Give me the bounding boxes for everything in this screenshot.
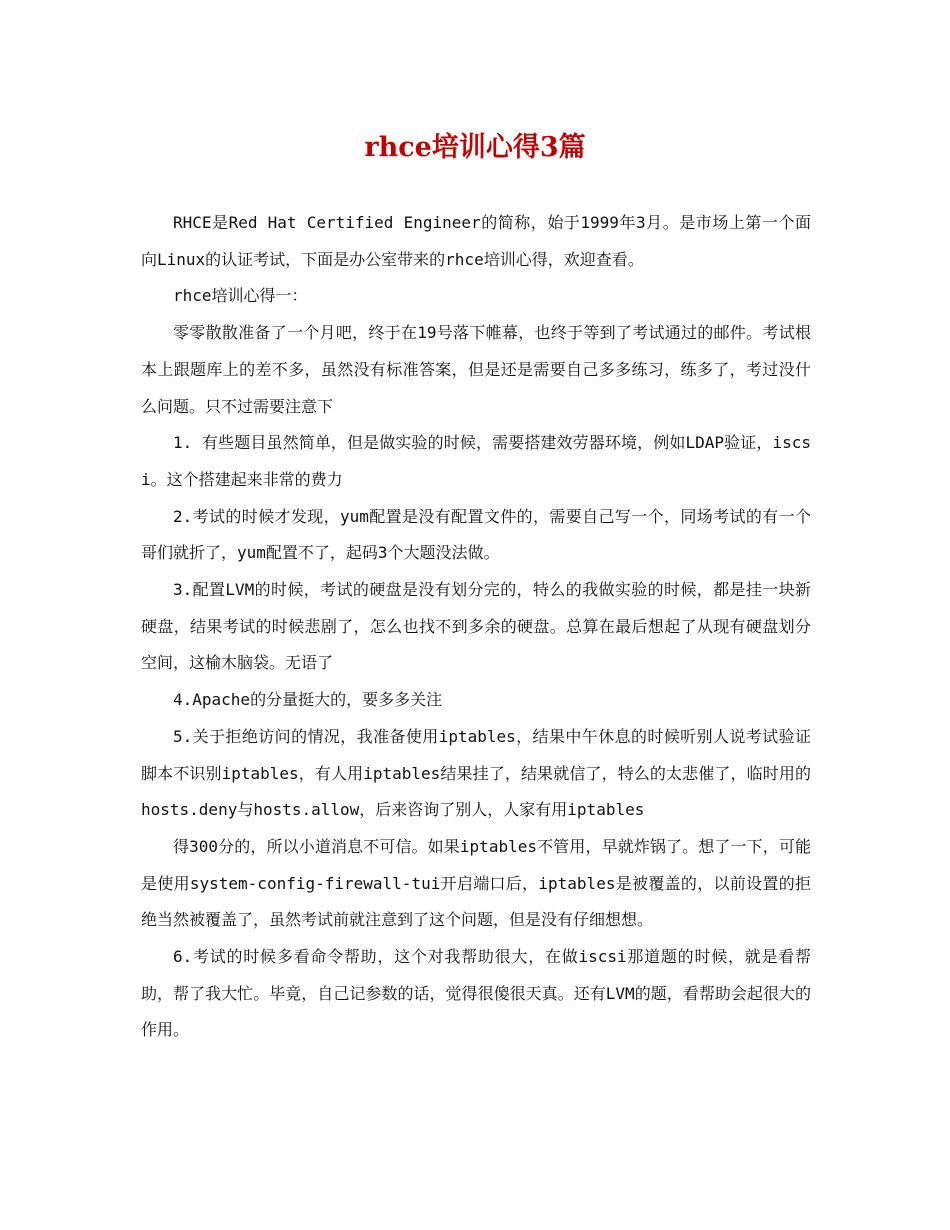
paragraph-item-5: 5.关于拒绝访问的情况，我准备使用iptables，结果中午休息的时候听别人说考试验证脚本不识别iptables，有人用iptables结果挂了，结果就信了，特么的太悲催了，临时用的hosts.deny与hosts.allow，后来咨询了别人，人家有用iptables	[141, 726, 811, 820]
document-title: rhce培训心得3篇	[364, 132, 586, 163]
paragraph-item-5-continued: 得300分的，所以小道消息不可信。如果iptables不管用，早就炸锅了。想了一下，可能是使用system-config-firewall-tui开启端口后，iptables是被覆盖的，以前设置的拒绝当然被覆盖了，虽然考试前就注意到了这个问题，但是没有仔细想想。	[141, 836, 811, 930]
intro-paragraph: RHCE是Red Hat Certified Engineer的简称，始于1999年3月。是市场上第一个面向Linux的认证考试，下面是办公室带来的rhce培训心得，欢迎查看。	[141, 213, 811, 269]
paragraph-item-1: 1. 有些题目虽然简单，但是做实验的时候，需要搭建效劳器环境，例如LDAP验证，iscsi。这个搭建起来非常的费力	[141, 433, 811, 489]
document-body	[141, 205, 811, 1049]
section-heading: rhce培训心得一：	[173, 286, 308, 306]
paragraph-item-3: 3.配置LVM的时候，考试的硬盘是没有划分完的，特么的我做实验的时候，都是挂一块新硬盘，结果考试的时候悲剧了，怎么也找不到多余的硬盘。总算在最后想起了从现有硬盘划分空间，这榆木脑袋。无语了	[141, 580, 811, 673]
paragraph-item-2: 2.考试的时候才发现，yum配置是没有配置文件的，需要自己写一个，同场考试的有一个哥们就折了，yum配置不了，起码3个大题没法做。	[141, 506, 811, 563]
paragraph-item-6: 6.考试的时候多看命令帮助，这个对我帮助很大，在做iscsi那道题的时候，就是看帮助，帮了我大忙。毕竟，自己记参数的话，觉得很傻很天真。还有LVM的题，看帮助会起很大的作用。	[141, 947, 811, 1040]
paragraph-overview: 零零散散准备了一个月吧，终于在19号落下帷幕，也终于等到了考试通过的邮件。考试根本上跟题库上的差不多，虽然没有标准答案，但是还是需要自己多多练习，练多了，考过没什么问题。只不过需要注意下	[141, 323, 811, 416]
paragraph-item-4: 4.Apache的分量挺大的，要多多关注	[173, 690, 443, 710]
